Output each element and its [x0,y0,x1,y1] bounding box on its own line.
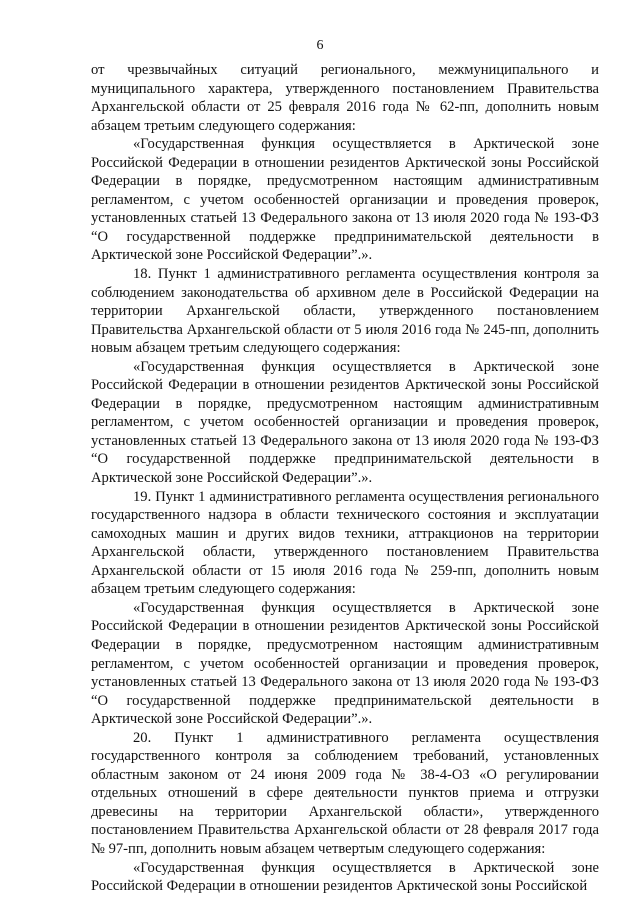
paragraph-quote: «Государственная функция осуществляется в Арктической зоне Российской Федерации в отношении резидентов Арктической зоны Российской [91,859,599,895]
paragraph-item-18: 18. Пункт 1 административного регламента осуществления контроля за соблюдением законодательства об архивном деле в Российской Федерации на территории Архангельской области, утвержденного постановлением Правительства Архангельской области от 5 июля 2016 года № 245-пп, дополнить новым абзацем третьим следующего содержания: [91,266,599,357]
paragraph-quote: «Государственная функция осуществляется в Арктической зоне Российской Федерации в отношении резидентов Арктической зоны Российской Федерации в порядке, предусмотренном настоящим административным регламентом, с учетом особенностей организации и проведения проверок, установленных статьей 13 Федерального закона от 13 июля 2020 года № 193-ФЗ “О государственной поддержке предпринимательской деятельности в Арктической зоне Российской Федерации”.». [91,136,599,264]
paragraph-continuation: от чрезвычайных ситуаций регионального, межмуниципального и муниципального характера, утвержденного постановлением Правительства Архангельской области от 25 февраля 2016 года № 62-пп, дополнить новым абзацем третьим следующего содержания: [91,62,599,134]
document-body [91,61,599,896]
page-number: 6 [316,38,324,53]
paragraph-item-19: 19. Пункт 1 административного регламента осуществления регионального государственного надзора в области технического состояния и эксплуатации самоходных машин и других видов техники, аттракционов на территории Архангельской области, утвержденного постановлением Правительства Архангельской области от 15 июля 2016 года № 259-пп, дополнить новым абзацем третьим следующего содержания: [91,488,599,598]
paragraph-quote: «Государственная функция осуществляется в Арктической зоне Российской Федерации в отношении резидентов Арктической зоны Российской Федерации в порядке, предусмотренном настоящим административным регламентом, с учетом особенностей организации и проведения проверок, установленных статьей 13 Федерального закона от 13 июля 2020 года № 193-ФЗ “О государственной поддержке предпринимательской деятельности в Арктической зоне Российской Федерации”.». [91,358,599,487]
paragraph-item-20: 20. Пункт 1 административного регламента осуществления государственного контроля за соблюдением требований, установленных областным законом от 24 июня 2009 года № 38-4-ОЗ «О регулировании отдельных отношений в сфере деятельности пунктов приема и отгрузки древесины на территории Архангельской области», утвержденного постановлением Правительства Архангельской области от 28 февраля 2017 года № 97-пп, дополнить новым абзацем четвертым следующего содержания: [91,729,599,857]
paragraph-quote: «Государственная функция осуществляется в Арктической зоне Российской Федерации в отношении резидентов Арктической зоны Российской Федерации в порядке, предусмотренном настоящим административным регламентом, с учетом особенностей организации и проведения проверок, установленных статьей 13 Федерального закона от 13 июля 2020 года № 193-ФЗ “О государственной поддержке предпринимательской деятельности в Арктической зоне Российской Федерации”.». [91,599,599,728]
